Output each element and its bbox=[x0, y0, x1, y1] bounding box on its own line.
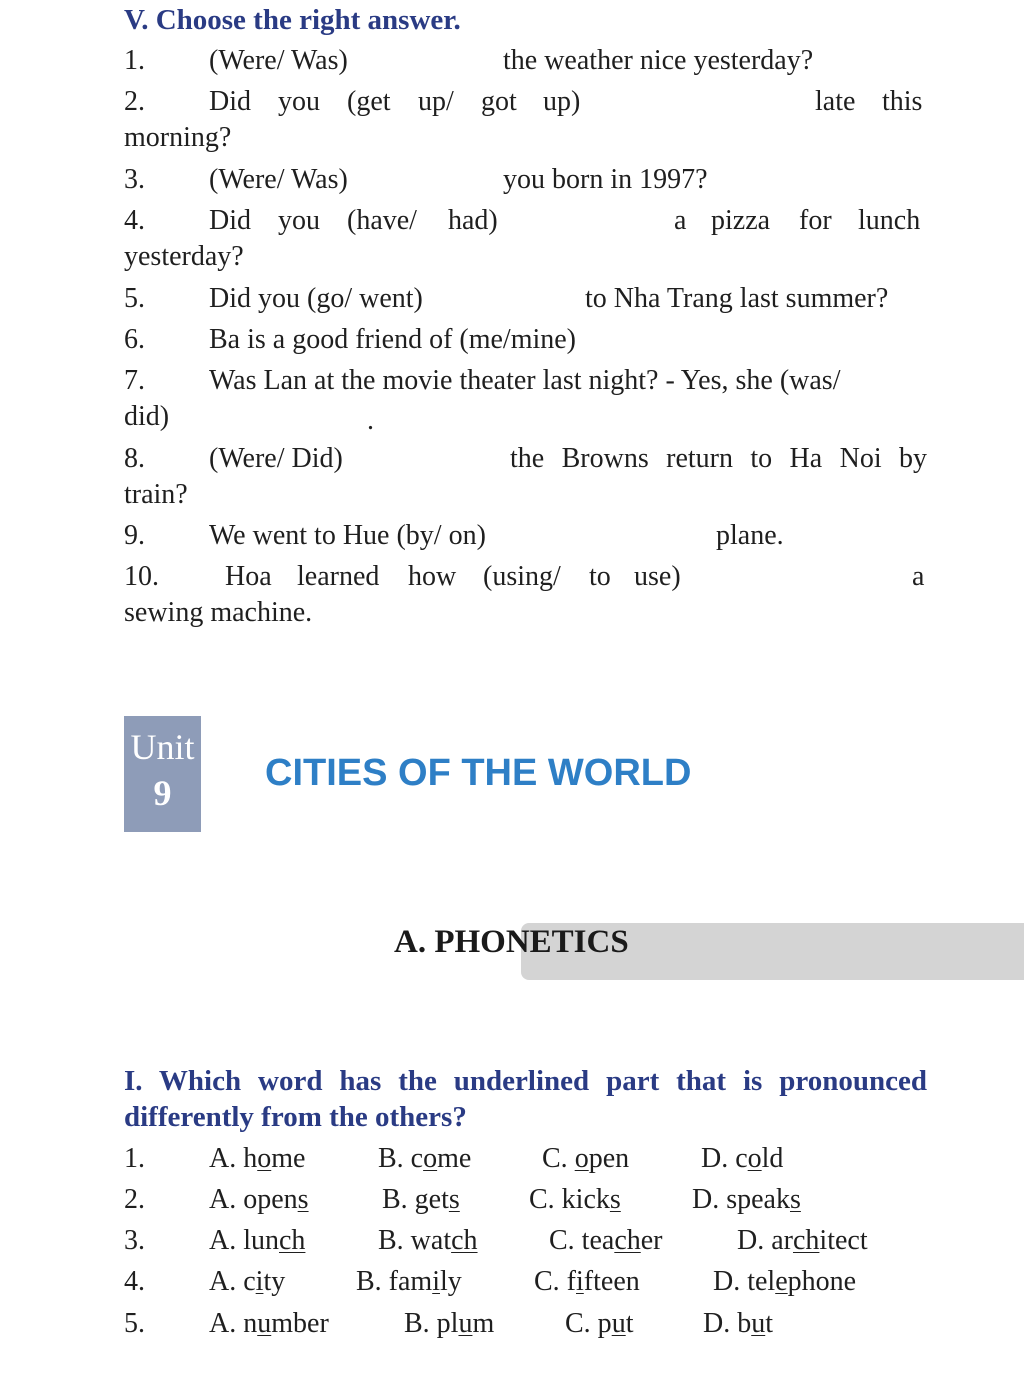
underlined-sound: ch bbox=[279, 1225, 306, 1256]
item-10-word: (using/ bbox=[483, 561, 561, 592]
item-4-number: 4. bbox=[124, 205, 145, 236]
underlined-sound: ch bbox=[614, 1225, 641, 1256]
item-10-number: 10. bbox=[124, 561, 159, 592]
item-4-word: for bbox=[799, 205, 832, 236]
item-4-word: (have/ bbox=[347, 205, 417, 236]
item-2-word: got bbox=[481, 86, 517, 117]
item-8-choice: (Were/ Did) bbox=[209, 443, 343, 474]
underlined-sound: s bbox=[448, 1184, 460, 1215]
section-i-heading-line2: differently from the others? bbox=[124, 1101, 467, 1133]
item-4-word: a bbox=[674, 205, 687, 236]
question-3-number: 3. bbox=[124, 1225, 145, 1256]
item-6-number: 6. bbox=[124, 324, 145, 355]
item-4-continuation: yesterday? bbox=[124, 241, 244, 272]
underlined-sound: i bbox=[255, 1266, 264, 1297]
item-7-continuation: did) bbox=[124, 401, 170, 432]
item-9-choice: We went to Hue (by/ on) bbox=[209, 520, 486, 551]
item-4-word: you bbox=[278, 205, 320, 236]
item-2-word: late bbox=[815, 86, 856, 117]
item-7-text: Was Lan at the movie theater last night? - Yes, she (was/ bbox=[209, 365, 841, 396]
item-10-word: how bbox=[408, 561, 457, 592]
question-2-number: 2. bbox=[124, 1184, 145, 1215]
underlined-sound: u bbox=[611, 1308, 626, 1339]
item-5-choice: Did you (go/ went) bbox=[209, 283, 423, 314]
item-2-word: this bbox=[882, 86, 923, 117]
underlined-sound: u bbox=[751, 1308, 766, 1339]
underlined-sound: ch bbox=[792, 1225, 820, 1256]
item-7-period: . bbox=[367, 405, 374, 436]
underlined-sound: o bbox=[574, 1143, 589, 1174]
item-10-word: a bbox=[912, 561, 925, 592]
item-8-text: the Browns return to Ha Noi by bbox=[510, 443, 927, 474]
item-10-word: learned bbox=[297, 561, 380, 592]
underlined-sound: s bbox=[789, 1184, 801, 1215]
underlined-sound: o bbox=[747, 1143, 762, 1174]
underlined-sound: u bbox=[257, 1308, 272, 1339]
item-1-number: 1. bbox=[124, 45, 145, 76]
item-3-number: 3. bbox=[124, 164, 145, 195]
question-4-option-d: D. telephone bbox=[713, 1266, 857, 1297]
item-9-number: 9. bbox=[124, 520, 145, 551]
phonetics-title: A. PHONETICS bbox=[394, 924, 629, 960]
question-1-option-c: C. open bbox=[542, 1143, 630, 1174]
item-5-text: to Nha Trang last summer? bbox=[585, 283, 889, 314]
item-9-text: plane. bbox=[716, 520, 784, 551]
item-7-number: 7. bbox=[124, 365, 145, 396]
question-1-option-a: A. home bbox=[209, 1143, 306, 1174]
item-4-word: Did bbox=[209, 205, 251, 236]
question-1-number: 1. bbox=[124, 1143, 145, 1174]
unit-label: Unit bbox=[130, 727, 195, 767]
question-3-option-c: C. teacher bbox=[549, 1225, 663, 1256]
underlined-sound: u bbox=[458, 1308, 473, 1339]
item-2-number: 2. bbox=[124, 86, 145, 117]
question-2-option-c: C. kicks bbox=[529, 1184, 621, 1215]
section-i-heading-line1: I. Which word has the underlined part that is pronounced bbox=[124, 1065, 927, 1097]
question-3-option-a: A. lunch bbox=[209, 1225, 306, 1256]
item-1-text: the weather nice yesterday? bbox=[503, 45, 814, 76]
item-10-continuation: sewing machine. bbox=[124, 597, 313, 628]
item-2-word: Did bbox=[209, 86, 251, 117]
question-1-option-b: B. come bbox=[378, 1143, 472, 1174]
item-2-word: (get bbox=[347, 86, 391, 117]
item-4-word: had) bbox=[448, 205, 498, 236]
underlined-sound: s bbox=[609, 1184, 621, 1215]
question-1-option-d: D. cold bbox=[701, 1143, 784, 1174]
question-4-option-a: A. city bbox=[209, 1266, 286, 1297]
section-i-heading bbox=[124, 1063, 927, 1135]
question-4-option-b: B. family bbox=[356, 1266, 462, 1297]
item-2-continuation: morning? bbox=[124, 122, 232, 153]
item-10-word: Hoa bbox=[225, 561, 272, 592]
unit-number: 9 bbox=[153, 773, 172, 813]
item-10-word: to bbox=[589, 561, 611, 592]
item-1-choice: (Were/ Was) bbox=[209, 45, 348, 76]
item-3-choice: (Were/ Was) bbox=[209, 164, 348, 195]
item-2-word: up/ bbox=[418, 86, 454, 117]
item-5-number: 5. bbox=[124, 283, 145, 314]
question-5-number: 5. bbox=[124, 1308, 145, 1339]
question-2-option-b: B. gets bbox=[382, 1184, 460, 1215]
item-2-word: up) bbox=[543, 86, 581, 117]
question-4-number: 4. bbox=[124, 1266, 145, 1297]
question-3-option-b: B. watch bbox=[378, 1225, 478, 1256]
unit-title: CITIES OF THE WORLD bbox=[265, 752, 692, 794]
item-2-word: you bbox=[278, 86, 320, 117]
underlined-sound: o bbox=[423, 1143, 438, 1174]
question-5-option-a: A. number bbox=[209, 1308, 329, 1339]
item-8-continuation: train? bbox=[124, 479, 188, 510]
question-5-option-d: D. but bbox=[703, 1308, 774, 1339]
question-5-option-c: C. put bbox=[565, 1308, 634, 1339]
question-2-option-a: A. opens bbox=[209, 1184, 309, 1215]
underlined-sound: o bbox=[257, 1143, 272, 1174]
item-3-text: you born in 1997? bbox=[503, 164, 708, 195]
section-v-heading: V. Choose the right answer. bbox=[124, 4, 461, 36]
question-3-option-d: D. architect bbox=[737, 1225, 868, 1256]
item-10-word: use) bbox=[634, 561, 681, 592]
question-4-option-c: C. fifteen bbox=[534, 1266, 640, 1297]
item-8-number: 8. bbox=[124, 443, 145, 474]
unit-badge bbox=[124, 716, 201, 832]
item-4-word: pizza bbox=[711, 205, 771, 236]
underlined-sound: s bbox=[297, 1184, 309, 1215]
underlined-sound: e bbox=[775, 1266, 788, 1297]
item-4-word: lunch bbox=[858, 205, 921, 236]
item-6-text: Ba is a good friend of (me/mine) bbox=[209, 324, 577, 355]
underlined-sound: i bbox=[576, 1266, 584, 1297]
underlined-sound: ch bbox=[451, 1225, 478, 1256]
question-5-option-b: B. plum bbox=[404, 1308, 495, 1339]
underlined-sound: i bbox=[432, 1266, 440, 1297]
question-2-option-d: D. speaks bbox=[692, 1184, 801, 1215]
